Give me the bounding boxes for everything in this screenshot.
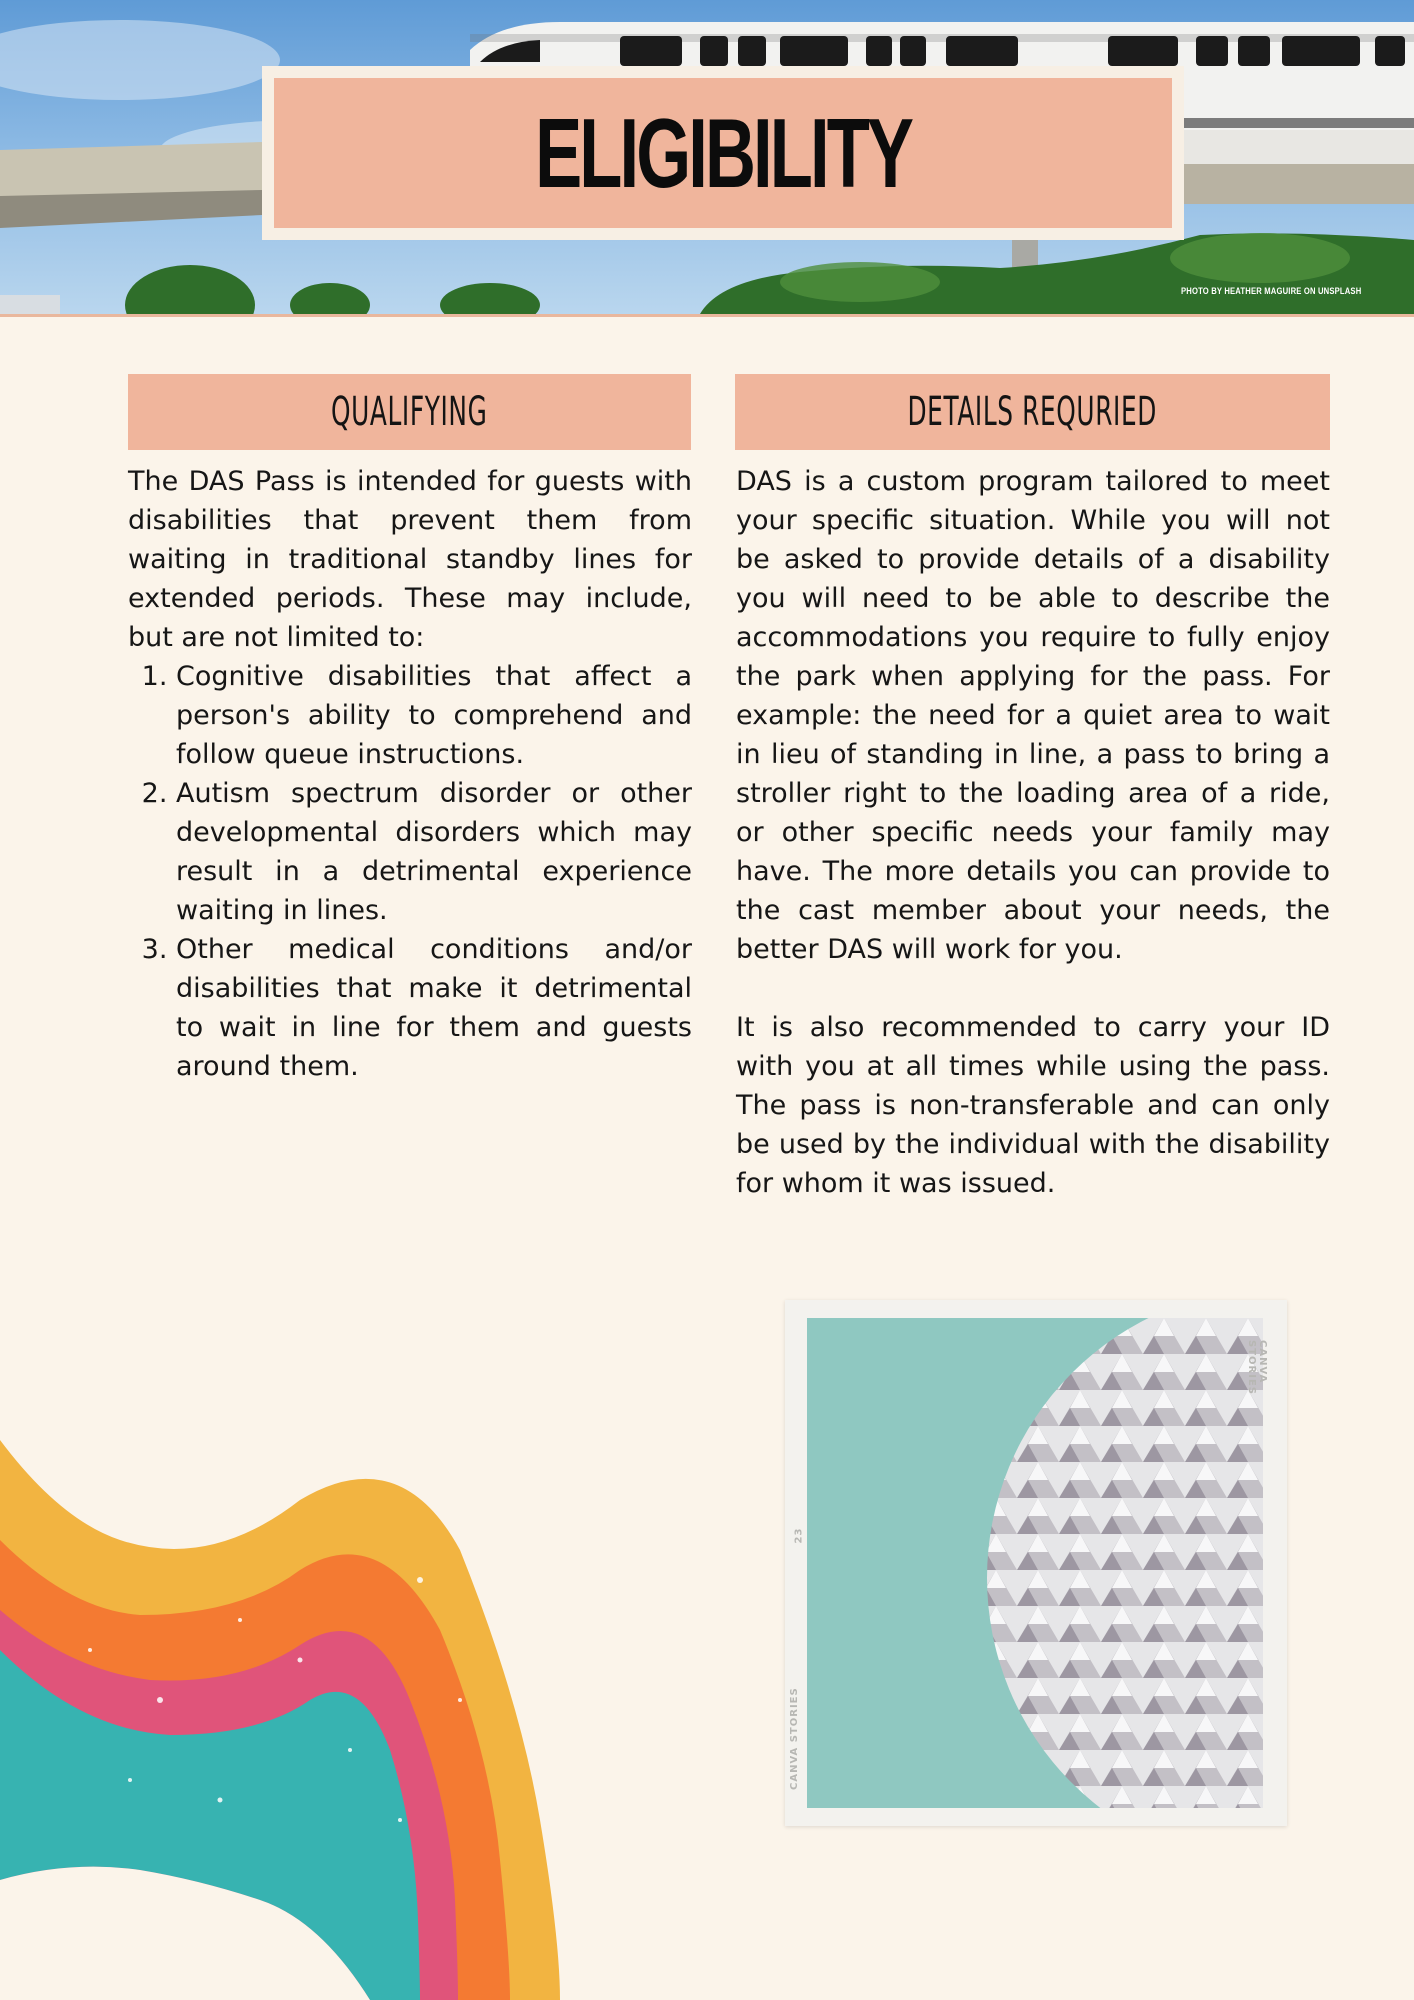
qualifying-body bbox=[128, 462, 692, 1086]
details-paragraph-2: It is also recommended to carry your ID with you at all times while using the pass. The pass is non-transferable and can only be used by the individual with the disability for whom it was issued. bbox=[736, 1012, 1330, 1199]
qualifying-heading: QUALIFYING bbox=[331, 389, 488, 435]
qualifying-list bbox=[128, 657, 692, 1086]
rainbow-icon bbox=[0, 1400, 600, 2000]
qualifying-header bbox=[128, 374, 691, 450]
title-box bbox=[262, 66, 1184, 240]
title-banner bbox=[274, 78, 1172, 228]
polaroid-caption: CANVA STORIES bbox=[1246, 1340, 1268, 1395]
details-paragraph-1: DAS is a custom program tailored to meet your specific situation. While you will not be asked to provide details of a disability you will need to be able to describe the accommodations you require to fully enjoy the park when applying for the pass. For example: the need for a quiet area to wait in lieu of standing in line, a pass to bring a stroller right to the loading area of a ride, or other specific needs your family may have. The more details you can provide to the cast member about your needs, the better DAS will work for you. bbox=[736, 466, 1330, 965]
list-item: 3. Other medical conditions and/or disabilities that make it detrimental to wait in line for them and guests around them. bbox=[176, 930, 692, 1086]
qualifying-intro: The DAS Pass is intended for guests with disabilities that prevent them from waiting in traditional standby lines for extended periods. These may include, but are not limited to: bbox=[128, 466, 692, 653]
polaroid-caption-left: CANVA STORIES bbox=[789, 1687, 800, 1790]
photo-credit: PHOTO BY HEATHER MAGUIRE ON UNSPLASH bbox=[1181, 286, 1362, 296]
list-item: 2. Autism spectrum disorder or other developmental disorders which may result in a detrimental experience waiting in lines. bbox=[176, 774, 692, 930]
spaceship-earth-icon bbox=[807, 1318, 1263, 1808]
header-photo bbox=[0, 0, 1414, 317]
page-title: ELIGIBILITY bbox=[534, 97, 911, 208]
list-item: 1. Cognitive disabilities that affect a person's ability to comprehend and follow queue instructions. bbox=[176, 657, 692, 774]
details-body bbox=[736, 462, 1330, 1203]
details-heading: DETAILS REQURIED bbox=[907, 389, 1158, 435]
polaroid-photo bbox=[785, 1300, 1287, 1826]
details-header bbox=[735, 374, 1330, 450]
polaroid-number: 23 bbox=[793, 1527, 805, 1544]
